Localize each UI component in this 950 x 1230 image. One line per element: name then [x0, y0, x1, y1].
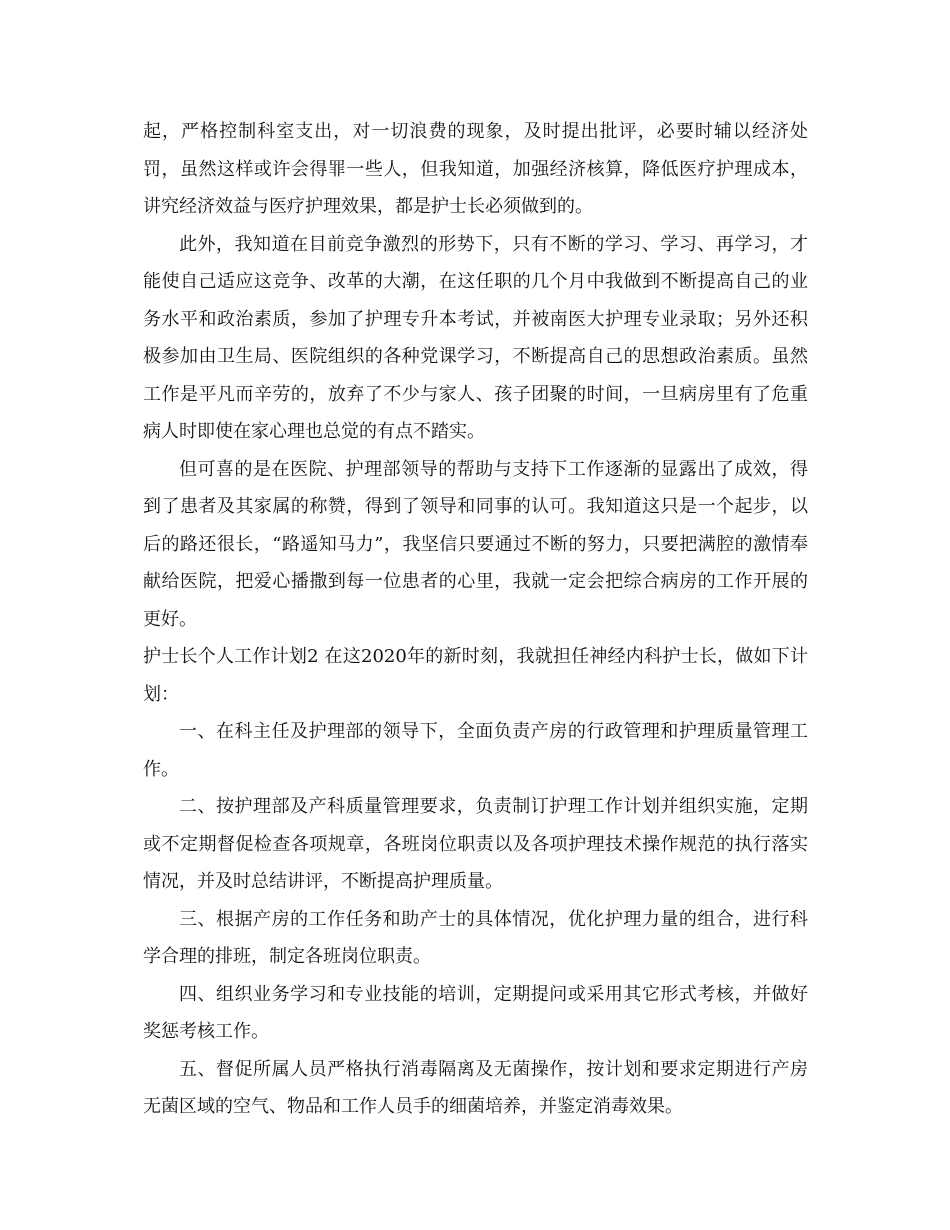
section-title: 护士长个人工作计划2	[143, 646, 319, 667]
plan-item-3: 三、根据产房的工作任务和助产士的具体情况，优化护理力量的组合，进行科学合理的排班，制定各班岗位职责。	[143, 908, 808, 967]
section-heading-line	[143, 638, 808, 713]
paragraph-3: 但可喜的是在医院、护理部领导的帮助与支持下工作逐渐的显露出了成效，得到了患者及其家属的称赞，得到了领导和同事的认可。我知道这只是一个起步，以后的路还很长，“路遥知马力”，我坚信只要通过不断的努力，只要把满腔的激情奉献给医院，把爱心播撒到每一位患者的心里，我就一定会把综合病房的工作开展的更好。	[143, 458, 808, 630]
paragraph-1: 起，严格控制科室支出，对一切浪费的现象，及时提出批评，必要时辅以经济处罚，虽然这样或许会得罪一些人，但我知道，加强经济核算，降低医疗护理成本，讲究经济效益与医疗护理效果，都是护士长必须做到的。	[143, 121, 808, 217]
plan-item-5: 五、督促所属人员严格执行消毒隔离及无菌操作，按计划和要求定期进行产房无菌区域的空气、物品和工作人员手的细菌培养，并鉴定消毒效果。	[143, 1058, 808, 1117]
plan-item-1: 一、在科主任及护理部的领导下，全面负责产房的行政管理和护理质量管理工作。	[143, 721, 808, 780]
section-intro: 在这2020年的新时刻，我就担任神经内科护士长，做如下计划：	[143, 646, 808, 705]
plan-item-2: 二、按护理部及产科质量管理要求，负责制订护理工作计划并组织实施，定期或不定期督促检查各项规章，各班岗位职责以及各项护理技术操作规范的执行落实情况，并及时总结讲评，不断提高护理质量。	[143, 796, 808, 892]
document-body	[143, 113, 808, 1126]
plan-item-4: 四、组织业务学习和专业技能的培训，定期提问或采用其它形式考核，并做好奖惩考核工作。	[143, 983, 808, 1042]
paragraph-2: 此外，我知道在目前竞争激烈的形势下，只有不断的学习、学习、再学习，才能使自己适应这竞争、改革的大潮，在这任职的几个月中我做到不断提高自己的业务水平和政治素质，参加了护理专升本考试，并被南医大护理专业录取；另外还积极参加由卫生局、医院组织的各种党课学习，不断提高自己的思想政治素质。虽然工作是平凡而辛劳的，放弃了不少与家人、孩子团聚的时间，一旦病房里有了危重病人时即使在家心理也总觉的有点不踏实。	[143, 233, 808, 442]
